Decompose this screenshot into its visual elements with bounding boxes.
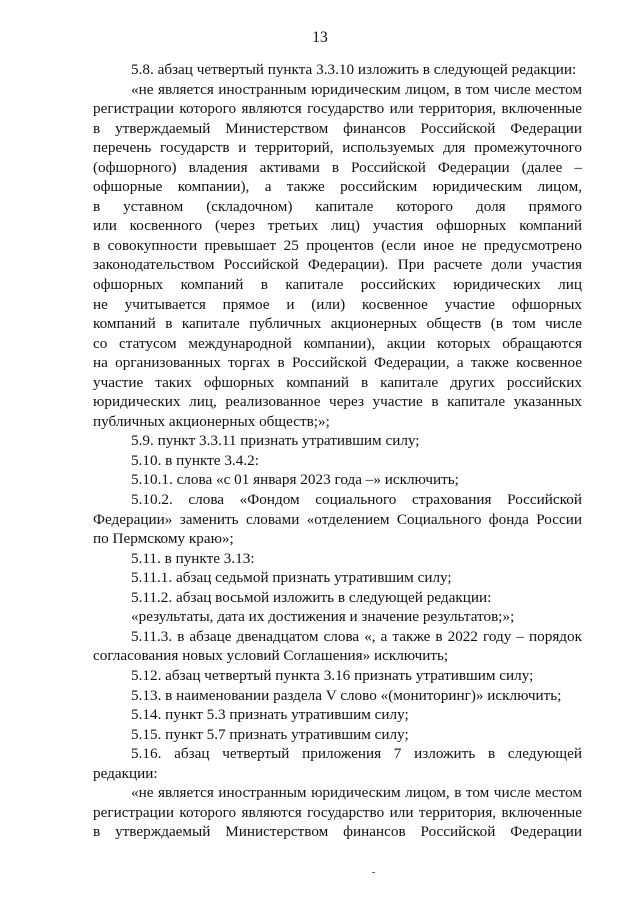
text-line: «не является иностранным юридическим лицом, в том числе местом	[131, 80, 582, 98]
text-line: публичных акционерных обществ;»;	[93, 412, 330, 430]
text-line: 5.10.1. слова «с 01 января 2023 года –» исключить;	[131, 471, 459, 489]
text-line: в утверждаемый Министерством финансов Российской Федерации	[93, 823, 582, 841]
text-line: (офшорного) владения активами в Российской Федерации (далее –	[93, 158, 582, 176]
text-line: компаний в капитале публичных акционерных обществ (в том числе	[93, 315, 582, 333]
page-number: 13	[312, 29, 328, 46]
text-line: в утверждаемый Министерством финансов Российской Федерации	[93, 119, 582, 137]
text-line: 5.10. в пункте 3.4.2:	[131, 451, 259, 469]
text-line: редакции:	[93, 764, 158, 782]
text-line: Федерации» заменить словами «отделением Социального фонда России	[93, 510, 582, 528]
text-line: не учитывается прямое и (или) косвенное участие офшорных	[93, 295, 582, 313]
text-line: «результаты, дата их достижения и значение результатов;»;	[131, 608, 515, 626]
text-line: согласования новых условий Соглашения» исключить;	[93, 647, 449, 665]
text-line: 5.11.2. абзац восьмой изложить в следующей редакции:	[131, 588, 492, 606]
text-line: перечень государств и территорий, используемых для промежуточного	[93, 139, 582, 157]
document-body	[93, 60, 582, 842]
text-line: 5.11.1. абзац седьмой признать утратившим силу;	[131, 569, 452, 587]
text-line: или косвенного (через третьих лиц) участия офшорных компаний	[93, 217, 582, 235]
scan-speck	[372, 872, 375, 873]
text-line: на организованных торгах в Российской Федерации, а также косвенное	[93, 354, 582, 372]
text-line: 5.15. пункт 5.7 признать утратившим силу;	[131, 725, 409, 743]
text-line: со статусом международной компании), акции которых обращаются	[93, 334, 582, 352]
text-line: 5.13. в наименовании раздела V слово «(мониторинг)» исключить;	[131, 686, 562, 704]
text-line: юридических лиц, реализованное через участие в капитале указанных	[93, 393, 582, 411]
text-line: законодательством Российской Федерации). При расчете доли участия	[93, 256, 582, 274]
text-line: в совокупности превышает 25 процентов (если иное не предусмотрено	[93, 236, 582, 254]
text-line: офшорные компании), а также российским юридическим лицом,	[93, 178, 582, 196]
text-line: 5.12. абзац четвертый пункта 3.16 признать утратившим силу;	[131, 666, 534, 684]
text-line: 5.10.2. слова «Фондом социального страхования Российской	[131, 491, 582, 509]
text-line: регистрации которого являются государство или территория, включенные	[93, 100, 582, 118]
text-line: регистрации которого являются государство или территория, включенные	[93, 803, 582, 821]
text-line: 5.8. абзац четвертый пункта 3.3.10 изложить в следующей редакции:	[131, 61, 577, 78]
text-line: 5.11.3. в абзаце двенадцатом слова «, а также в 2022 году – порядок	[131, 627, 582, 645]
text-line: 5.9. пункт 3.3.11 признать утратившим силу;	[131, 432, 420, 450]
text-line: офшорных компаний в капитале российских юридических лиц	[93, 276, 582, 294]
text-line: 5.14. пункт 5.3 признать утратившим силу;	[131, 706, 409, 724]
text-line: в уставном (складочном) капитале которого доля прямого	[93, 197, 582, 215]
text-line: участие таких офшорных компаний в капитале других российских	[93, 373, 582, 391]
text-line: 5.16. абзац четвертый приложения 7 изложить в следующей	[131, 745, 582, 763]
text-line: 5.11. в пункте 3.13:	[131, 549, 255, 567]
text-line: «не является иностранным юридическим лицом, в том числе местом	[131, 784, 582, 802]
text-line: по Пермскому краю»;	[93, 530, 234, 548]
